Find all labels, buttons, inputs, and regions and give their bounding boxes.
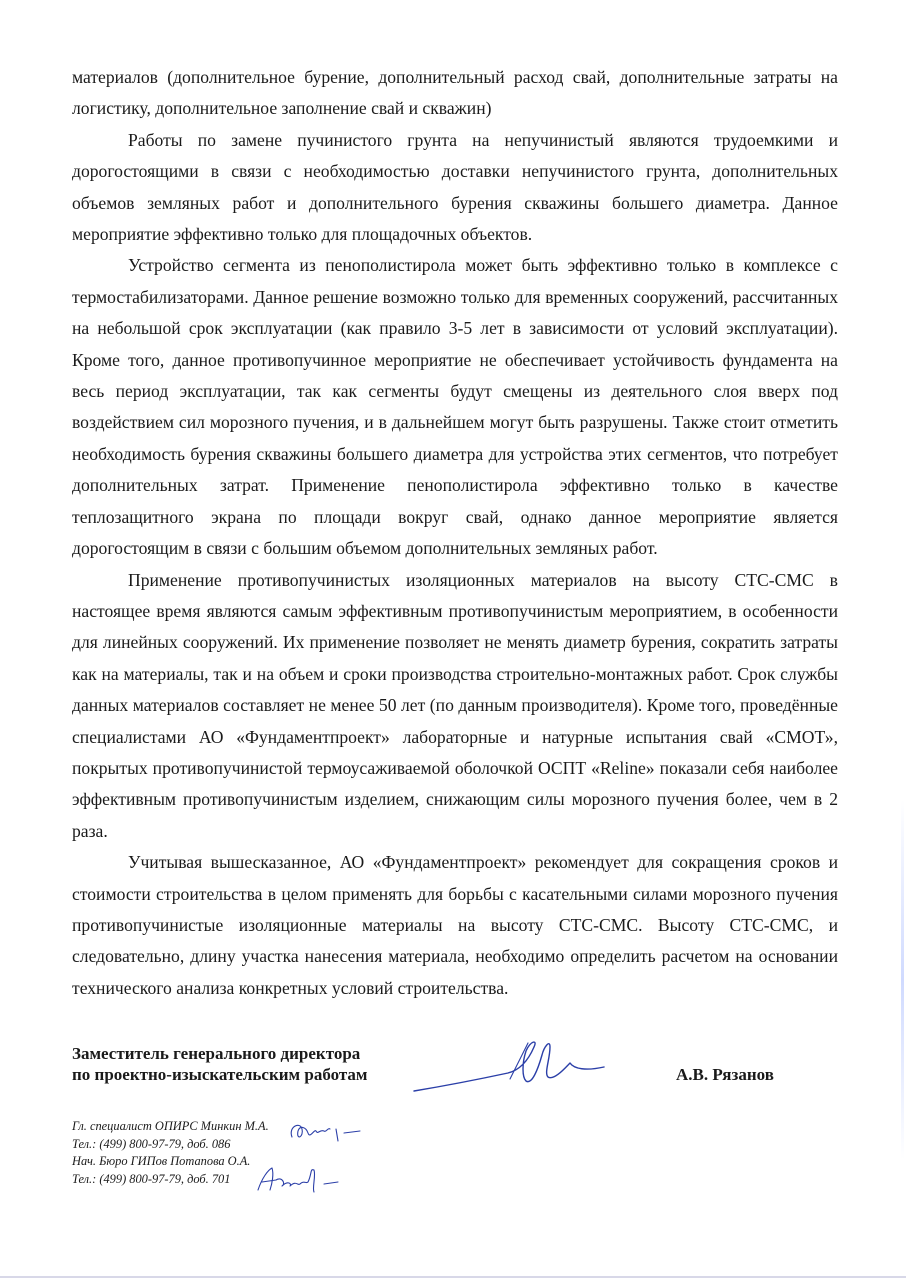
scan-edge-artifact xyxy=(901,800,904,1160)
signatory-name: А.В. Рязанов xyxy=(676,1065,774,1084)
paragraph-2: Работы по замене пучинистого грунта на непучинистый являются трудоемкими и дорогостоящими в связи с необходимостью доставки непучинистого грунта, дополнительных объемов земляных работ и дополнительного бурения скважины большего диаметра. Данное мероприятие эффективно только для площадочных объектов. xyxy=(72,129,838,245)
scan-bottom-edge xyxy=(0,1276,906,1278)
paragraph-3: Устройство сегмента из пенополистирола может быть эффективно только в комплексе с термостабилизаторами. Данное решение возможно только для временных сооружений, рассчитанных на небольшой срок эксплуатации (как правило 3-5 лет в зависимости от условий эксплуатации). Кроме того, данное противопучинное мероприятие не обеспечивает устойчивость фундамента на весь период эксплуатации, так как сегменты будут смещены из деятельного слоя вверх под воздействием сил морозного пучения, и в дальнейшем могут быть разрушены. Также стоит отметить необходимость бурения скважины большего диаметра для устройства этих сегментов, что потребует дополнительных затрат. Применение пенополистирола эффективно только в качестве теплозащитного экрана по площади вокруг свай, однако данное мероприятие является дорогостоящим в связи с большим объемом дополнительных земляных работ. xyxy=(72,255,838,559)
signatory-title-line-1: Заместитель генерального директора xyxy=(72,1044,361,1063)
contact-line-4: Тел.: (499) 800-97-79, доб. 701 xyxy=(72,1171,231,1186)
paragraph-5: Учитывая вышесказанное, АО «Фундаментпроект» рекомендует для сокращения сроков и стоимости строительства в целом применять для борьбы с касательными силами морозного пучения противопучинистые изоляционные материалы на высоту СТС-СМС. Высоту СТС-СМС, и следовательно, длину участка нанесения материала, необходимо определить расчетом на основании технического анализа конкретных условий строительства. xyxy=(72,852,838,998)
handwritten-signature xyxy=(410,1033,610,1103)
signatory-title xyxy=(72,1043,368,1085)
signature-block xyxy=(72,1043,838,1103)
contact-line-3: Нач. Бюро ГИПов Потапова О.А. xyxy=(72,1154,251,1168)
contact-line-1: Гл. специалист ОПИРС Минкин М.А. xyxy=(72,1119,269,1133)
signatory-title-line-2: по проектно-изыскательским работам xyxy=(72,1065,368,1084)
letter-body xyxy=(72,62,838,1004)
contact-info xyxy=(72,1118,269,1188)
paragraph-4: Применение противопучинистых изоляционных материалов на высоту СТС-СМС в настоящее время являются самым эффективным противопучинистым мероприятием, в особенности для линейных сооружений. Их применение позволяет не менять диаметр бурения, сократить затраты как на материалы, так и на объем и сроки производства строительно-монтажных работ. Срок службы данных материалов составляет не менее 50 лет (по данным производителя). Кроме того, проведённые специалистами АО «Фундаментпроект» лабораторные и натурные испытания свай «СМОТ», покрытых противопучинистой термоусаживаемой оболочкой ОСПТ «Reline» показали себя наиболее эффективным противопучинистым изделием, снижающим силы морозного пучения более, чем в 2 раза. xyxy=(72,569,838,841)
paragraph-1: материалов (дополнительное бурение, дополнительный расход свай, дополнительные затраты на логистику, дополнительное заполнение свай и скважин) xyxy=(72,67,838,119)
handwritten-initials-2 xyxy=(252,1162,342,1196)
handwritten-initials-1 xyxy=(286,1117,366,1145)
contact-line-2: Тел.: (499) 800-97-79, доб. 086 xyxy=(72,1136,231,1151)
